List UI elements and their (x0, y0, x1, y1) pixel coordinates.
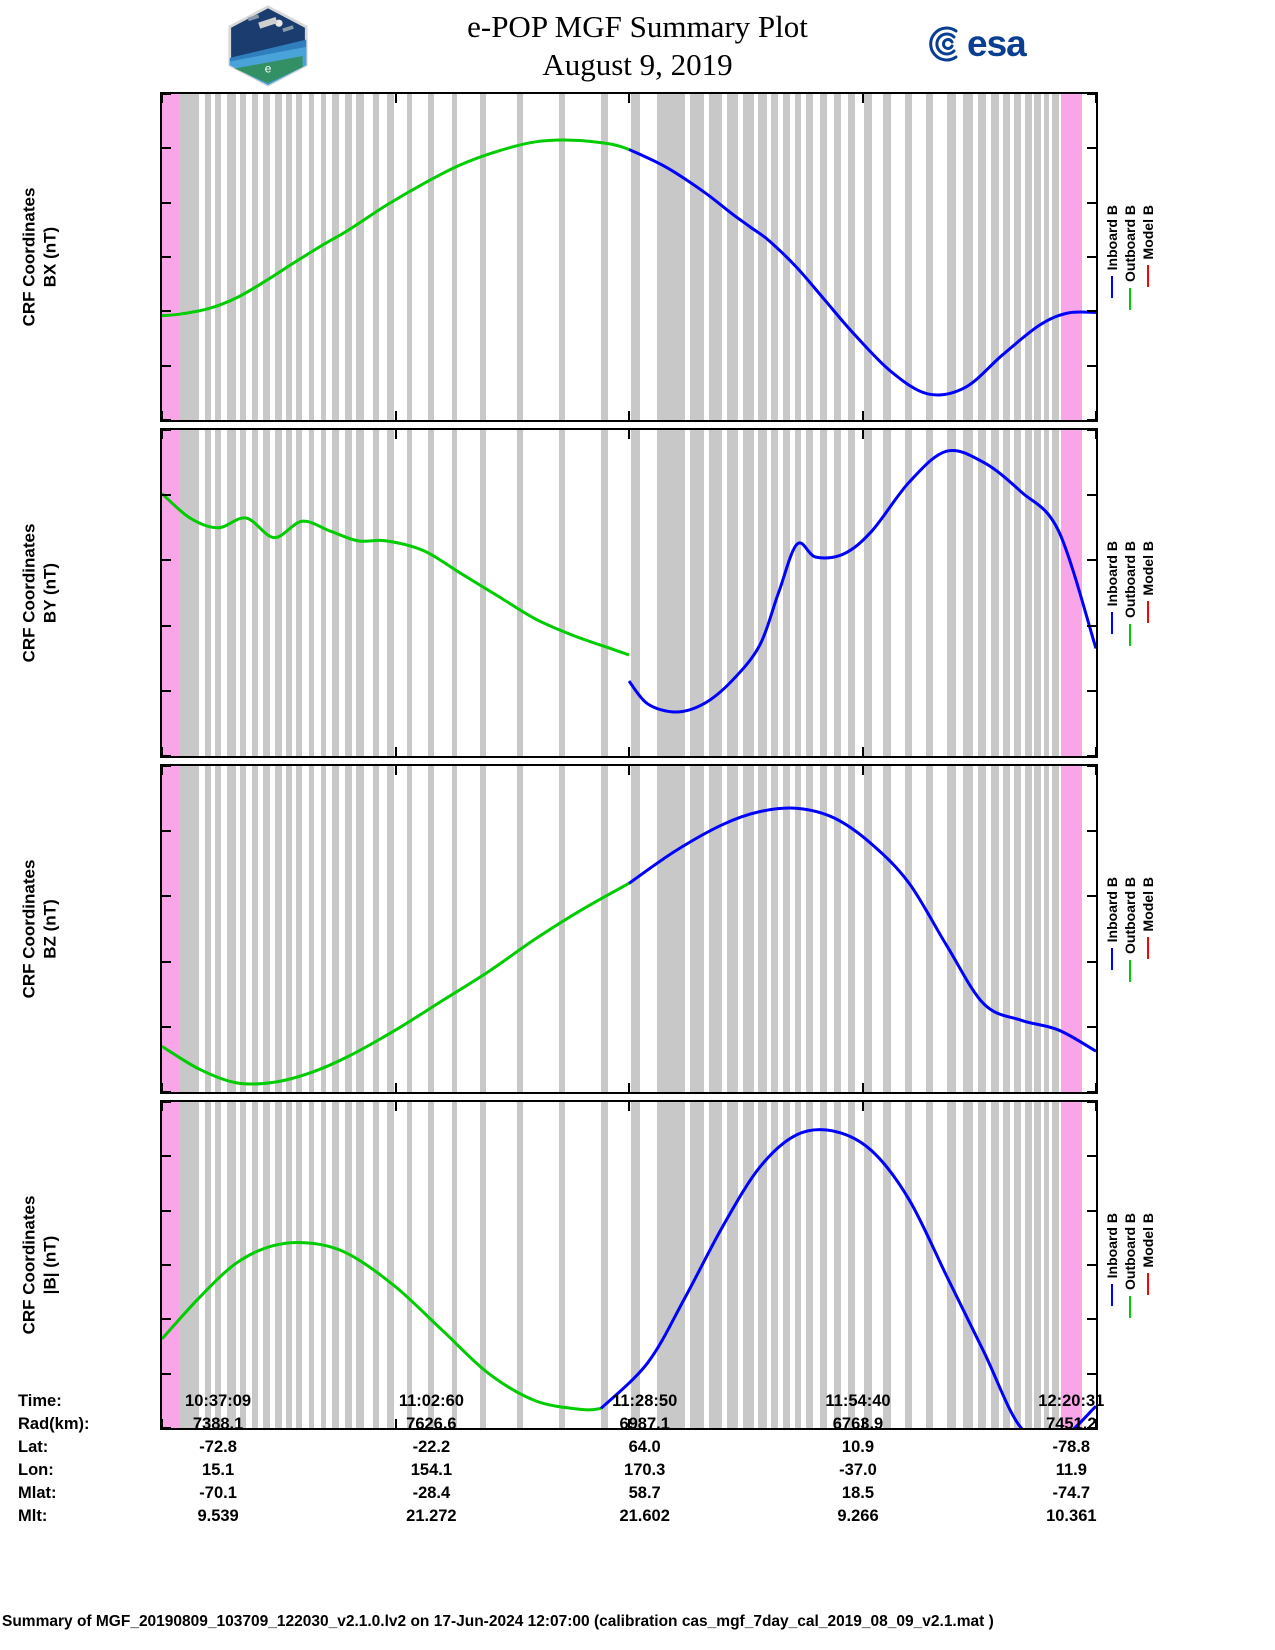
legend-swatch (1129, 1296, 1131, 1318)
legend-label: Inboard B (1104, 540, 1120, 606)
table-row (18, 1413, 1178, 1436)
table-row (18, 1390, 1178, 1413)
x-tick-mark (161, 766, 163, 775)
x-tick-mark (628, 747, 630, 756)
legend-item-outboard-b (1122, 877, 1138, 982)
y-tick-mark (162, 1101, 171, 1103)
y-tick-mark (162, 765, 171, 767)
legend-label: Outboard B (1122, 540, 1138, 618)
panel-bmag (0, 1100, 1275, 1430)
legend-swatch (1147, 265, 1149, 287)
x-tick-mark (628, 766, 630, 775)
legend-swatch (1147, 937, 1149, 959)
y-tick-mark (1087, 1091, 1096, 1093)
y-axis-label-bx (10, 92, 68, 422)
y-tick-mark (162, 256, 171, 258)
legend-label: Inboard B (1104, 204, 1120, 270)
y-tick-mark (1087, 755, 1096, 757)
esa-swirl-icon (925, 24, 965, 64)
row-value: 11:28:50 (612, 1392, 678, 1410)
x-tick-mark (395, 747, 397, 756)
y-tick-mark (1087, 895, 1096, 897)
legend-swatch (1147, 601, 1149, 623)
legend-bmag (1104, 1100, 1194, 1430)
row-value: -74.7 (1052, 1484, 1091, 1502)
x-tick-mark (862, 430, 864, 439)
legend-label: Model B (1140, 876, 1156, 931)
row-label: Lon: (18, 1461, 54, 1479)
y-tick-mark (162, 310, 171, 312)
y-axis-label-line2-bmag: |B| (nT) (40, 1235, 59, 1295)
legend-swatch (1111, 612, 1113, 634)
legend-swatch (1111, 948, 1113, 970)
legend-label: Inboard B (1104, 876, 1120, 942)
y-axis-label-line1-bx: CRF Coordinates (19, 187, 38, 327)
row-value: 10:37:09 (185, 1392, 252, 1410)
row-value: 9.266 (837, 1507, 879, 1525)
x-tick-mark (395, 94, 397, 103)
y-axis-label-bmag (10, 1100, 68, 1430)
table-row (18, 1459, 1178, 1482)
legend-label: Inboard B (1104, 1212, 1120, 1278)
row-value: 6763.9 (832, 1415, 884, 1433)
y-tick-mark (162, 1091, 171, 1093)
x-tick-mark (395, 411, 397, 420)
plot-area-bmag[interactable] (160, 1100, 1098, 1430)
legend-swatch (1129, 960, 1131, 982)
row-value: -70.1 (199, 1484, 237, 1502)
row-value: 64.0 (628, 1438, 661, 1456)
row-value: -78.8 (1052, 1438, 1091, 1456)
legend-label: Model B (1140, 540, 1156, 595)
legend-item-outboard-b (1122, 205, 1138, 310)
y-tick-mark (1087, 690, 1096, 692)
y-tick-mark (1087, 1318, 1096, 1320)
legend-label: Model B (1140, 204, 1156, 259)
row-value: 9.539 (197, 1507, 239, 1525)
y-tick-mark (162, 419, 171, 421)
x-tick-mark (628, 1083, 630, 1092)
row-value: 21.272 (406, 1507, 457, 1525)
legend-item-inboard-b (1104, 205, 1120, 310)
panel-by (0, 428, 1275, 758)
y-tick-mark (1087, 961, 1096, 963)
esa-logo (925, 22, 1050, 66)
trace-group-bmag (162, 1102, 1096, 1428)
series-line-inboard-b (629, 450, 1096, 712)
legend-item-model-b (1140, 877, 1156, 982)
x-tick-mark (862, 766, 864, 775)
y-axis-label-line2-bz: BZ (nT) (40, 899, 59, 959)
table-row (18, 1436, 1178, 1459)
title-line-2: August 9, 2019 (542, 47, 733, 82)
y-tick-mark (1087, 1210, 1096, 1212)
series-line-inboard-b (629, 149, 1096, 395)
x-tick-mark (862, 94, 864, 103)
y-tick-mark (1087, 202, 1096, 204)
y-axis-label-line2-by: BY (nT) (40, 562, 59, 624)
x-tick-mark (862, 411, 864, 420)
x-tick-mark (395, 766, 397, 775)
x-tick-mark (161, 430, 163, 439)
x-tick-mark (628, 430, 630, 439)
row-value: 170.3 (624, 1461, 666, 1479)
row-value: 7388.1 (192, 1415, 244, 1433)
y-tick-mark (162, 147, 171, 149)
legend-item-model-b (1140, 205, 1156, 310)
y-tick-mark (1087, 1026, 1096, 1028)
y-tick-mark (162, 1210, 171, 1212)
y-tick-mark (162, 1318, 171, 1320)
y-tick-mark (1087, 256, 1096, 258)
row-label: Mlat: (18, 1484, 57, 1502)
title-line-1: e-POP MGF Summary Plot (467, 9, 808, 44)
y-axis-label-line1-by: CRF Coordinates (19, 523, 38, 663)
y-tick-mark (162, 895, 171, 897)
row-value: -28.4 (412, 1484, 451, 1502)
y-tick-mark (1087, 830, 1096, 832)
row-value: 11.9 (1055, 1461, 1087, 1479)
legend-item-inboard-b (1104, 877, 1120, 982)
legend-bx (1104, 92, 1194, 422)
y-tick-mark (162, 830, 171, 832)
x-tick-mark (862, 747, 864, 756)
y-tick-mark (162, 429, 171, 431)
y-tick-mark (162, 559, 171, 561)
x-tick-mark (1095, 430, 1097, 439)
x-tick-mark (628, 94, 630, 103)
series-line-inboard-b (601, 1130, 1096, 1428)
row-value: 10.9 (841, 1438, 875, 1456)
series-line-outboard-b (162, 494, 629, 655)
plot-area-bz[interactable] (160, 764, 1098, 1094)
row-value: -22.2 (412, 1438, 451, 1456)
row-label: Rad(km): (18, 1415, 90, 1433)
y-tick-mark (162, 494, 171, 496)
row-value: -37.0 (839, 1461, 877, 1479)
x-tick-mark (1095, 1102, 1097, 1111)
legend-label: Outboard B (1122, 1212, 1138, 1290)
y-tick-mark (1087, 1101, 1096, 1103)
legend-label: Outboard B (1122, 204, 1138, 282)
page-title (0, 8, 1275, 84)
legend-swatch (1111, 276, 1113, 298)
table-row (18, 1505, 1178, 1528)
legend-by (1104, 428, 1194, 758)
row-value: 10.361 (1046, 1507, 1097, 1525)
y-tick-mark (1087, 625, 1096, 627)
series-line-outboard-b (162, 140, 629, 316)
panel-bz (0, 764, 1275, 1094)
legend-swatch (1129, 288, 1131, 310)
row-label: Lat: (18, 1438, 49, 1456)
y-axis-label-by (10, 428, 68, 758)
y-tick-mark (1087, 1155, 1096, 1157)
x-tick-mark (395, 430, 397, 439)
y-tick-mark (1087, 494, 1096, 496)
legend-item-inboard-b (1104, 1213, 1120, 1318)
row-value: 7451.2 (1046, 1415, 1097, 1433)
x-tick-mark (862, 1102, 864, 1111)
y-tick-mark (162, 1264, 171, 1266)
plot-panels (0, 92, 1275, 1430)
trace-group-by (162, 430, 1096, 756)
row-value: 11:54:40 (825, 1392, 891, 1410)
y-tick-mark (1087, 429, 1096, 431)
x-tick-mark (395, 1083, 397, 1092)
y-tick-mark (1087, 1264, 1096, 1266)
series-line-outboard-b (162, 1242, 601, 1409)
y-tick-mark (162, 690, 171, 692)
y-tick-mark (162, 1026, 171, 1028)
legend-label: Outboard B (1122, 876, 1138, 954)
legend-bz (1104, 764, 1194, 1094)
legend-label: Model B (1140, 1212, 1156, 1267)
y-axis-label-line1-bmag: CRF Coordinates (19, 1195, 38, 1335)
y-tick-mark (162, 1373, 171, 1375)
y-tick-mark (162, 1155, 171, 1157)
y-tick-mark (162, 625, 171, 627)
legend-item-model-b (1140, 1213, 1156, 1318)
y-tick-mark (1087, 765, 1096, 767)
x-tick-mark (161, 1102, 163, 1111)
row-value: 21.602 (619, 1507, 670, 1525)
page-header (0, 0, 1275, 92)
table-row (18, 1482, 1178, 1505)
x-tick-mark (628, 411, 630, 420)
trace-group-bx (162, 94, 1096, 420)
row-value: 58.7 (628, 1484, 661, 1502)
y-tick-mark (162, 202, 171, 204)
row-value: 154.1 (410, 1461, 453, 1479)
x-tick-mark (862, 1083, 864, 1092)
legend-swatch (1111, 1284, 1113, 1306)
series-line-inboard-b (629, 808, 1096, 1051)
y-tick-mark (1087, 1373, 1096, 1375)
legend-item-outboard-b (1122, 1213, 1138, 1318)
plot-area-by[interactable] (160, 428, 1098, 758)
x-tick-mark (1095, 94, 1097, 103)
y-tick-mark (162, 755, 171, 757)
y-axis-label-bz (10, 764, 68, 1094)
row-label: Time: (18, 1392, 62, 1410)
legend-item-inboard-b (1104, 541, 1120, 646)
row-value: 12:20:31 (1038, 1392, 1105, 1410)
y-tick-mark (162, 93, 171, 95)
x-tick-mark (161, 94, 163, 103)
x-tick-mark (1095, 766, 1097, 775)
footer-caption: Summary of MGF_20190809_103709_122030_v2.1.0.lv2 on 17-Jun-2024 12:07:00 (calibration cas_mgf_7day_cal_2019_08_09_v2.1.mat ) (2, 1613, 994, 1630)
legend-swatch (1147, 1273, 1149, 1295)
legend-swatch (1129, 624, 1131, 646)
row-value: 7626.6 (406, 1415, 457, 1433)
plot-area-bx[interactable] (160, 92, 1098, 422)
row-value: 15.1 (202, 1461, 235, 1479)
y-axis-label-line1-bz: CRF Coordinates (19, 859, 38, 999)
panel-bx (0, 92, 1275, 422)
y-tick-mark (162, 365, 171, 367)
ephemeris-table (0, 1390, 1275, 1528)
row-value: 18.5 (841, 1484, 875, 1502)
legend-item-outboard-b (1122, 541, 1138, 646)
y-tick-mark (1087, 365, 1096, 367)
y-tick-mark (1087, 559, 1096, 561)
y-tick-mark (1087, 310, 1096, 312)
trace-group-bz (162, 766, 1096, 1092)
row-value: 11:02:60 (398, 1392, 464, 1410)
row-value: -72.8 (199, 1438, 237, 1456)
svg-text:e: e (264, 61, 272, 76)
row-label: Mlt: (18, 1507, 48, 1525)
esa-wordmark: esa (967, 23, 1026, 64)
row-value: 6987.1 (619, 1415, 670, 1433)
y-tick-mark (162, 961, 171, 963)
y-axis-label-line2-bx: BX (nT) (40, 226, 59, 288)
series-line-outboard-b (162, 883, 629, 1084)
x-tick-mark (628, 1102, 630, 1111)
legend-item-model-b (1140, 541, 1156, 646)
y-tick-mark (1087, 419, 1096, 421)
y-tick-mark (1087, 93, 1096, 95)
y-tick-mark (1087, 147, 1096, 149)
x-tick-mark (395, 1102, 397, 1111)
